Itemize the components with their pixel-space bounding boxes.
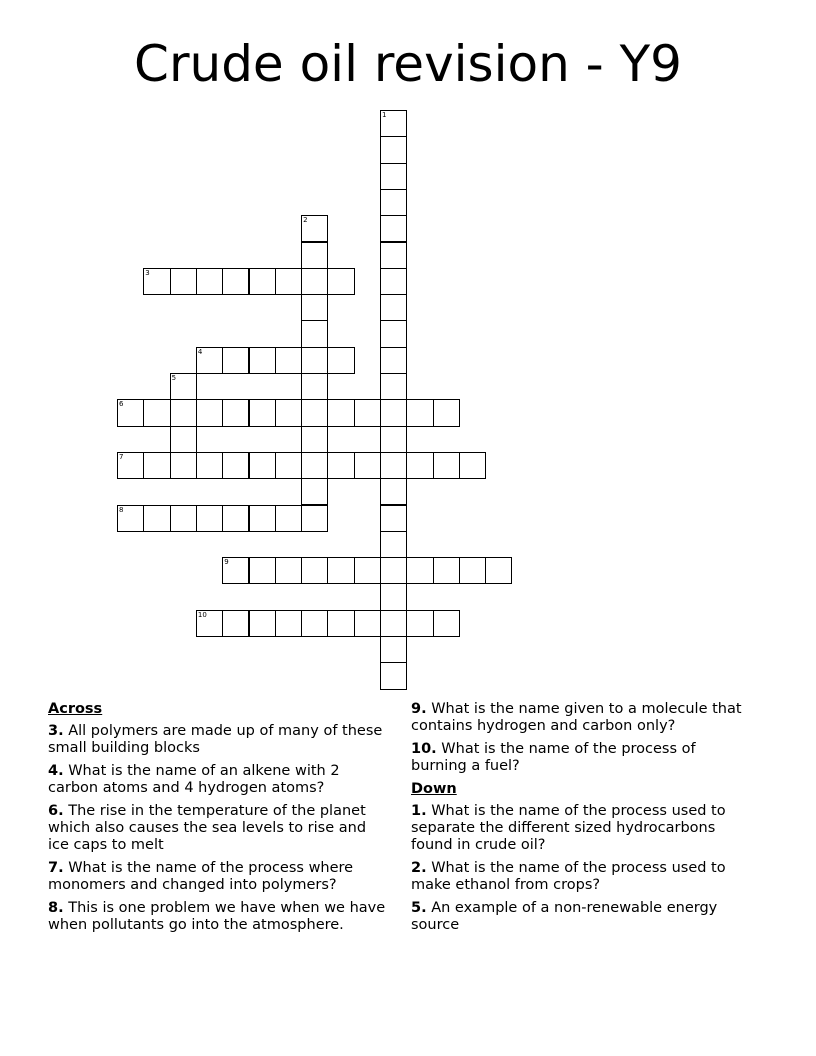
grid-cell[interactable] <box>380 399 407 426</box>
clue-text: The rise in the temperature of the planet which also causes the sea levels to rise and ice caps to melt <box>48 803 367 853</box>
grid-number-label: 7 <box>119 452 124 461</box>
grid-number-label: 9 <box>224 558 229 567</box>
grid-cell[interactable] <box>380 347 407 374</box>
grid-cell[interactable] <box>433 610 460 637</box>
grid-cell[interactable] <box>301 399 328 426</box>
grid-cell[interactable] <box>301 347 328 374</box>
grid-number-label: 2 <box>303 216 308 225</box>
grid-cell[interactable] <box>380 531 407 558</box>
grid-cell[interactable] <box>380 320 407 347</box>
clue-number: 2. <box>411 860 427 876</box>
down-header: Down <box>411 781 457 797</box>
grid-cell[interactable] <box>380 189 407 216</box>
clue-down-5 <box>411 900 751 934</box>
grid-cell[interactable] <box>380 242 407 269</box>
grid-number-label: 3 <box>145 268 150 277</box>
grid-cell[interactable] <box>380 478 407 505</box>
grid-cell[interactable] <box>301 426 328 453</box>
clue-number: 3. <box>48 723 64 739</box>
grid-cell[interactable] <box>301 320 328 347</box>
grid-cell[interactable] <box>327 452 354 479</box>
clue-across-3 <box>48 723 388 757</box>
grid-cell[interactable] <box>143 505 170 532</box>
grid-cell[interactable] <box>249 557 276 584</box>
clue-across-6 <box>48 803 388 854</box>
grid-cell[interactable] <box>170 452 197 479</box>
grid-cell[interactable] <box>143 452 170 479</box>
grid-cell[interactable] <box>301 478 328 505</box>
grid-cell[interactable] <box>301 268 328 295</box>
grid-cell[interactable] <box>170 505 197 532</box>
grid-cell[interactable] <box>327 610 354 637</box>
clue-text: What is the name of the process used to make ethanol from crops? <box>411 860 726 893</box>
clue-text: What is the name of the process used to separate the different sized hydrocarbons found in crude oil? <box>411 803 726 853</box>
clue-across-10 <box>411 741 751 775</box>
grid-cell[interactable] <box>196 268 223 295</box>
grid-number-label: 1 <box>382 111 387 119</box>
clue-number: 9. <box>411 701 427 717</box>
grid-cell[interactable] <box>301 242 328 269</box>
grid-cell[interactable] <box>406 452 433 479</box>
grid-cell[interactable] <box>301 294 328 321</box>
grid-number-label: 10 <box>197 610 207 619</box>
clue-text: This is one problem we have when we have when pollutants go into the atmosphere. <box>48 900 386 933</box>
clue-text: All polymers are made up of many of these small building blocks <box>48 723 383 756</box>
grid-cell[interactable] <box>275 347 302 374</box>
grid-cell[interactable] <box>275 557 302 584</box>
grid-cell[interactable] <box>380 662 407 689</box>
grid-cell[interactable] <box>327 268 354 295</box>
clues-left-column <box>48 701 388 940</box>
grid-cell[interactable] <box>249 610 276 637</box>
grid-cell[interactable] <box>485 557 512 584</box>
grid-cell[interactable] <box>249 505 276 532</box>
grid-cell[interactable] <box>301 452 328 479</box>
grid-cell[interactable] <box>354 399 381 426</box>
clue-across-7 <box>48 860 388 894</box>
clue-text: What is the name of the process of burning a fuel? <box>411 741 696 774</box>
grid-number-label: 6 <box>119 400 124 409</box>
clue-text: What is the name of an alkene with 2 carbon atoms and 4 hydrogen atoms? <box>48 763 340 796</box>
page-title: Crude oil revision - Y9 <box>134 35 682 93</box>
grid-cell[interactable] <box>433 557 460 584</box>
grid-cell[interactable] <box>380 452 407 479</box>
grid-cell[interactable] <box>170 399 197 426</box>
grid-cell[interactable] <box>196 505 223 532</box>
grid-cell[interactable] <box>301 610 328 637</box>
grid-cell[interactable] <box>170 426 197 453</box>
grid-cell[interactable] <box>406 610 433 637</box>
clue-number: 1. <box>411 803 427 819</box>
grid-number-label: 8 <box>119 505 124 514</box>
grid-cell[interactable] <box>222 268 249 295</box>
grid-cell[interactable] <box>301 557 328 584</box>
grid-cell[interactable] <box>380 557 407 584</box>
clue-text: What is the name of the process where monomers and changed into polymers? <box>48 860 354 893</box>
grid-cell[interactable] <box>275 610 302 637</box>
grid-cell[interactable] <box>196 399 223 426</box>
grid-cell[interactable] <box>327 557 354 584</box>
grid-cell[interactable] <box>354 452 381 479</box>
grid-cell[interactable] <box>249 399 276 426</box>
grid-cell[interactable] <box>222 347 249 374</box>
grid-cell[interactable] <box>354 557 381 584</box>
grid-cell[interactable] <box>459 557 486 584</box>
grid-cell[interactable] <box>380 215 407 242</box>
clue-number: 7. <box>48 860 64 876</box>
clue-down-2 <box>411 860 751 894</box>
grid-cell[interactable] <box>301 373 328 400</box>
grid-cell[interactable] <box>249 268 276 295</box>
grid-cell[interactable] <box>380 268 407 295</box>
grid-cell[interactable] <box>380 610 407 637</box>
clue-number: 6. <box>48 803 64 819</box>
grid-cell[interactable] <box>196 452 223 479</box>
grid-cell[interactable] <box>354 610 381 637</box>
grid-cell[interactable] <box>249 452 276 479</box>
grid-cell[interactable] <box>222 610 249 637</box>
clue-number: 5. <box>411 900 427 916</box>
grid-cell[interactable] <box>433 452 460 479</box>
grid-cell[interactable] <box>459 452 486 479</box>
grid-cell[interactable] <box>327 399 354 426</box>
clue-across-4 <box>48 763 388 797</box>
grid-cell[interactable] <box>406 399 433 426</box>
clue-text: An example of a non-renewable energy source <box>411 900 718 933</box>
grid-cell[interactable] <box>380 636 407 663</box>
clue-number: 8. <box>48 900 64 916</box>
grid-number-label: 5 <box>171 374 177 382</box>
grid-cell[interactable] <box>406 557 433 584</box>
grid-cell[interactable] <box>222 505 249 532</box>
grid-cell[interactable] <box>380 505 407 532</box>
grid-cell[interactable] <box>275 452 302 479</box>
grid-number-label: 4 <box>197 347 203 356</box>
grid-cell[interactable] <box>249 347 276 374</box>
grid-cell[interactable] <box>275 399 302 426</box>
grid-cell[interactable] <box>380 583 407 610</box>
grid-cell[interactable] <box>380 426 407 453</box>
clue-text: What is the name given to a molecule that contains hydrogen and carbon only? <box>411 701 742 734</box>
across-header: Across <box>48 701 103 717</box>
grid-cell[interactable] <box>380 373 407 400</box>
grid-cell[interactable] <box>380 163 407 190</box>
grid-cell[interactable] <box>380 294 407 321</box>
grid-cell[interactable] <box>170 268 197 295</box>
grid-cell[interactable] <box>433 399 460 426</box>
grid-cell[interactable] <box>275 505 302 532</box>
grid-cell[interactable] <box>222 452 249 479</box>
grid-cell[interactable] <box>380 136 407 163</box>
grid-cell[interactable] <box>301 505 328 532</box>
grid-cell[interactable] <box>327 347 354 374</box>
grid-cell[interactable] <box>275 268 302 295</box>
clue-number: 4. <box>48 763 64 779</box>
clue-across-9 <box>411 701 751 735</box>
clue-across-8 <box>48 900 388 934</box>
grid-cell[interactable] <box>222 399 249 426</box>
clues-right-column <box>411 701 751 940</box>
clue-number: 10. <box>411 741 437 757</box>
grid-cell[interactable] <box>143 399 170 426</box>
clue-down-1 <box>411 803 751 854</box>
